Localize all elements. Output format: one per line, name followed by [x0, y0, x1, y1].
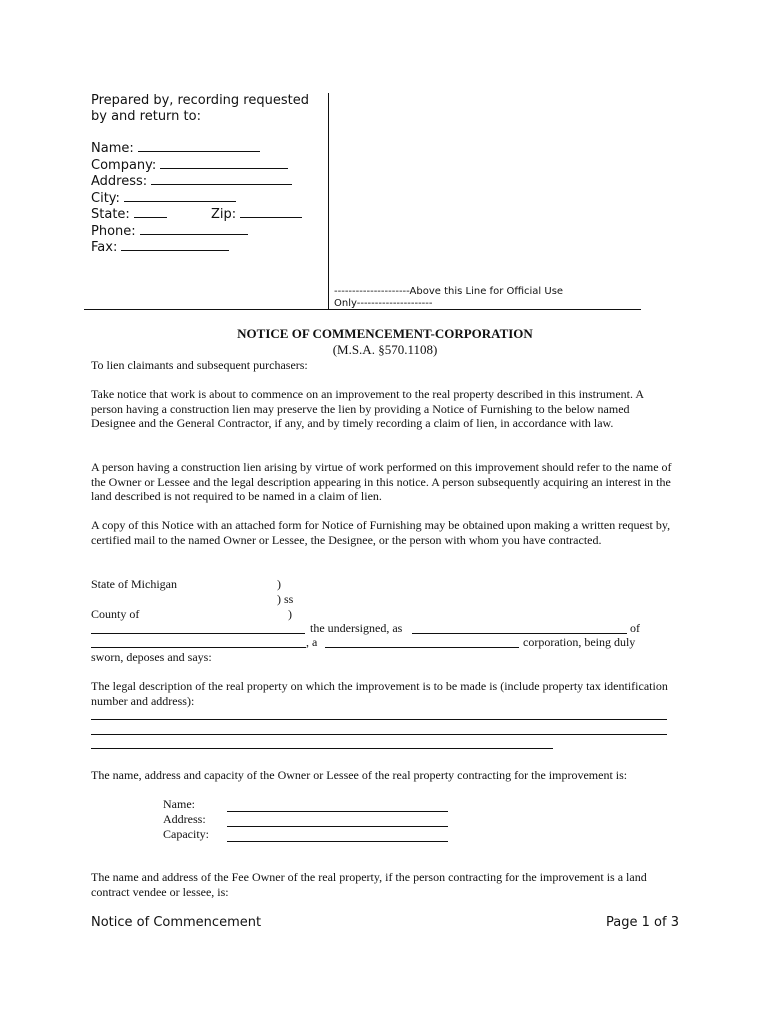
state-of-incorporation-blank[interactable]: [325, 647, 519, 648]
address-field[interactable]: Address:: [91, 173, 321, 190]
comma-a-text: , a: [306, 635, 318, 649]
paragraph-notice: Take notice that work is about to commence on an improvement to the real property described in this instrument. A person having a construction lien may preserve the lien by providing a Notice of Furnishing to the below named Designee and the General Contractor, if any, and by timely recording a claim of lien, in accordance with law.: [91, 387, 644, 430]
corporation-text: corporation, being duly: [523, 635, 636, 649]
of-text: of: [630, 621, 640, 635]
owner-intro-text: The name, address and capacity of the Owner or Lessee of the real property contracting for the improvement is:: [91, 768, 628, 782]
legal-description-line-3[interactable]: [91, 748, 553, 749]
fee-owner-text: The name and address of the Fee Owner of the real property, if the person contracting for the improvement is a land contract vendee or lessee, is:: [91, 870, 647, 899]
paragraph-lien: A person having a construction lien arising by virtue of work performed on this improvement should refer to the name of the Owner or Lessee and the legal description appearing in this notice. A person subsequently acquiring an interest in the land described is not required to be named in a claim of lien.: [91, 460, 672, 503]
statute-reference: (M.S.A. §570.1108): [332, 342, 438, 357]
name-field[interactable]: Name:: [91, 140, 321, 157]
corporation-name-blank[interactable]: [91, 647, 306, 648]
phone-field[interactable]: Phone:: [91, 223, 321, 240]
legal-description-line-2[interactable]: [91, 734, 667, 735]
venue-paren: ): [277, 577, 281, 591]
sworn-text: sworn, deposes and says:: [91, 650, 212, 664]
venue-block: [91, 577, 651, 622]
company-field[interactable]: Company:: [91, 157, 321, 174]
return-address-block: [91, 93, 321, 256]
legal-description-text: The legal description of the real property on which the improvement is to be made is (include property tax identification number and address):: [91, 679, 668, 708]
page-number: Page 1 of 3: [606, 915, 679, 930]
state-label: State of Michigan: [91, 577, 177, 591]
owner-fields: [163, 797, 448, 842]
document-title: NOTICE OF COMMENCEMENT-CORPORATION: [237, 326, 533, 341]
footer-title: Notice of Commencement: [91, 915, 262, 930]
header-divider-vertical: [328, 93, 329, 310]
venue-ss: ) ss: [277, 592, 294, 606]
official-use-label: ---------------------Above this Line for Official Use Only---------------------: [334, 286, 564, 309]
city-field[interactable]: City:: [91, 190, 321, 207]
header-divider-horizontal: [84, 309, 641, 310]
prepared-by-text: Prepared by, recording requested by and return to:: [91, 93, 309, 124]
undersigned-text: the undersigned, as: [310, 621, 403, 635]
venue-paren: ): [288, 607, 292, 621]
owner-capacity-field[interactable]: Capacity:: [163, 827, 448, 842]
paragraph-copy: A copy of this Notice with an attached form for Notice of Furnishing may be obtained upon making a written request by, certified mail to the named Owner or Lessee, the Designee, or the person with whom you have contracted.: [91, 518, 671, 547]
state-zip-field[interactable]: State: Zip:: [91, 206, 321, 223]
fax-field[interactable]: Fax:: [91, 239, 321, 256]
affiant-name-blank[interactable]: [91, 633, 305, 634]
county-label: County of: [91, 607, 140, 621]
affiant-title-blank[interactable]: [412, 633, 627, 634]
salutation: To lien claimants and subsequent purchasers:: [91, 358, 308, 372]
legal-description-line-1[interactable]: [91, 719, 667, 720]
owner-address-field[interactable]: Address:: [163, 812, 448, 827]
owner-name-field[interactable]: Name:: [163, 797, 448, 812]
